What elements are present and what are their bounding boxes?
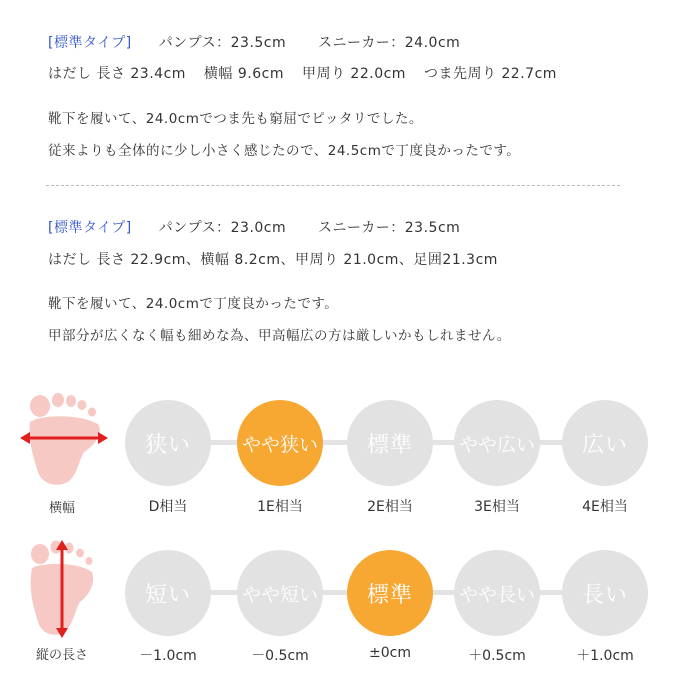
review2-comment-2: 甲部分が広くなく幅も細めな為、甲高幅広の方は厳しいかもしれません。 bbox=[48, 328, 511, 344]
review1-sizes bbox=[48, 32, 460, 52]
length-step-1-sub: －1.0cm bbox=[139, 648, 197, 664]
review1-comment-1: 靴下を履いて、24.0cmでつま先も窮屈でピッタリでした。 bbox=[48, 111, 423, 127]
length-step-5-sub: ＋1.0cm bbox=[576, 648, 634, 664]
width-step-2-sub: 1E相当 bbox=[257, 499, 303, 515]
length-step-1: 短い bbox=[125, 550, 211, 636]
length-step-3-sub: ±0cm bbox=[369, 645, 411, 661]
review1-instep: 甲周り 22.0cm bbox=[301, 66, 406, 82]
review2-comment-1: 靴下を履いて、24.0cmで丁度良かったです。 bbox=[48, 296, 339, 312]
foot-width-icon bbox=[20, 392, 108, 488]
length-step-4-sub: ＋0.5cm bbox=[468, 648, 526, 664]
review1-pumps: パンプス：23.5cm bbox=[158, 35, 287, 51]
review2-pumps: パンプス：23.0cm bbox=[158, 220, 287, 236]
review2-tag: [標準タイプ] bbox=[48, 220, 132, 236]
length-step-2: やや短い bbox=[237, 550, 323, 636]
width-step-1: 狭い bbox=[125, 400, 211, 486]
length-step-3: 標準 bbox=[347, 550, 433, 636]
length-step-2-sub: －0.5cm bbox=[251, 648, 309, 664]
width-step-4-sub: 3E相当 bbox=[474, 499, 520, 515]
foot-length-icon bbox=[26, 540, 98, 638]
review2-sizes bbox=[48, 217, 460, 237]
review1-toe: つま先周り 22.7cm bbox=[423, 66, 557, 82]
width-step-1-sub: D相当 bbox=[148, 499, 188, 515]
review2-measurements: はだし 長さ 22.9cm、横幅 8.2cm、甲周り 21.0cm、足囲21.3cm bbox=[48, 252, 498, 268]
review1-sneaker: スニーカー：24.0cm bbox=[318, 35, 461, 51]
review1-comment-2: 従来よりも全体的に少し小さく感じたので、24.5cmで丁度良かったです。 bbox=[48, 143, 521, 159]
width-step-5-sub: 4E相当 bbox=[582, 499, 628, 515]
width-scale-label: 横幅 bbox=[48, 501, 75, 516]
review1-length: はだし 長さ 23.4cm bbox=[48, 66, 186, 82]
review2-sneaker: スニーカー：23.5cm bbox=[318, 220, 461, 236]
dashed-divider bbox=[46, 185, 620, 186]
width-step-2: やや狭い bbox=[237, 400, 323, 486]
length-step-5: 長い bbox=[562, 550, 648, 636]
length-scale-label: 縦の長さ bbox=[35, 648, 88, 663]
review1-measurements bbox=[48, 63, 557, 83]
review1-tag: [標準タイプ] bbox=[48, 35, 132, 51]
width-step-5: 広い bbox=[562, 400, 648, 486]
review1-width: 横幅 9.6cm bbox=[203, 66, 284, 82]
width-step-3: 標準 bbox=[347, 400, 433, 486]
length-step-4: やや長い bbox=[454, 550, 540, 636]
width-step-3-sub: 2E相当 bbox=[367, 499, 413, 515]
width-step-4: やや広い bbox=[454, 400, 540, 486]
